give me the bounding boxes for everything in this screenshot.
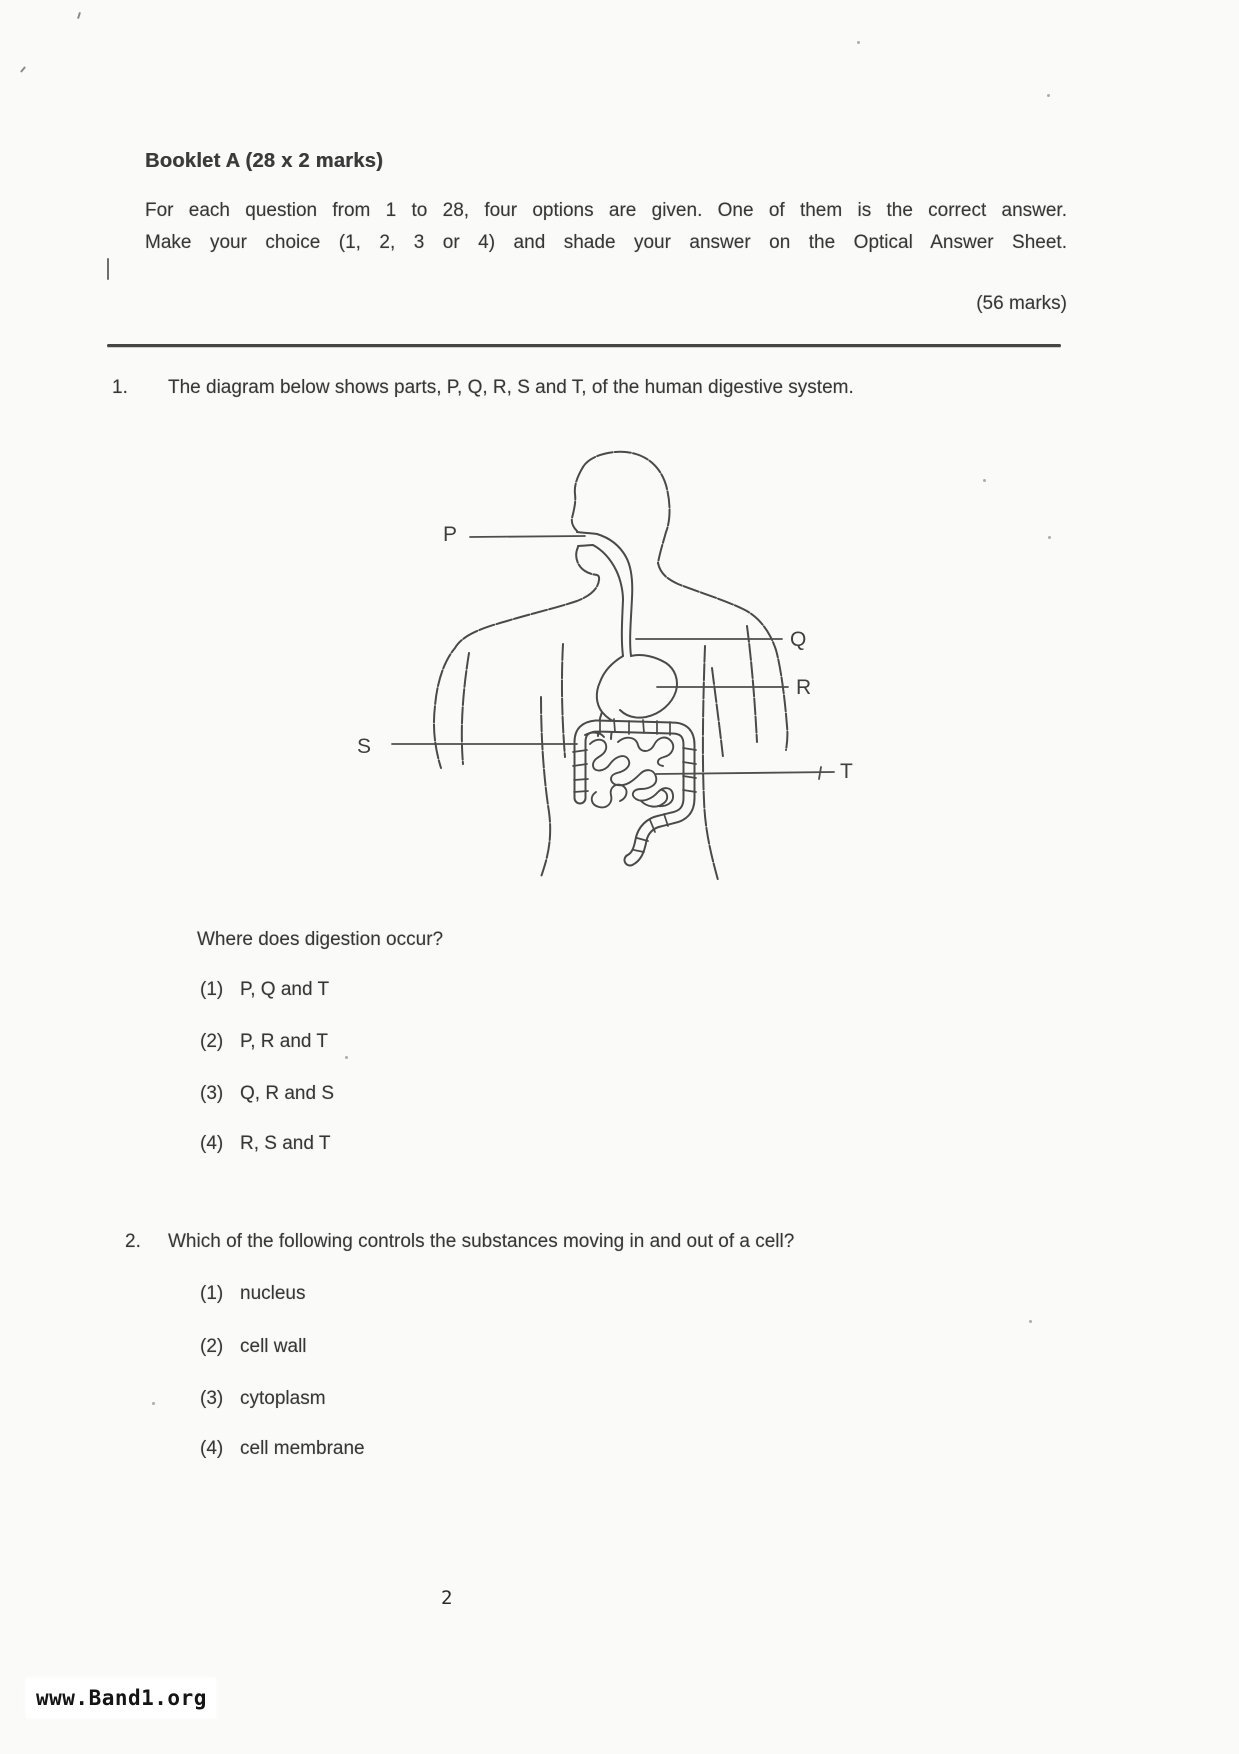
option-key: (1) (200, 1283, 224, 1304)
q1-option-1 (200, 979, 329, 1001)
question-1-number: 1. (112, 377, 128, 398)
right-arm-inner (747, 626, 757, 742)
watermark-text: www.Band1.org (36, 1686, 207, 1710)
marks-note: (56 marks) (976, 293, 1067, 314)
option-key: (4) (200, 1438, 224, 1459)
left-arm-inner (462, 653, 469, 764)
scan-speck (1029, 1320, 1032, 1323)
small-intestine (590, 740, 673, 806)
q1-option-2 (200, 1031, 328, 1053)
question-1-text: The diagram below shows parts, P, Q, R, S and T, of the human digestive system. (168, 377, 854, 398)
diagram-label-p: P (443, 523, 458, 546)
right-chest-line (712, 668, 723, 757)
q2-option-3 (200, 1388, 326, 1410)
instructions-line-1: For each question from 1 to 28, four options are given. One of them is the correct answer. (145, 200, 1067, 221)
question-2-number: 2. (125, 1231, 141, 1252)
question-2-text: Which of the following controls the substances moving in and out of a cell? (168, 1231, 795, 1252)
option-key: (3) (200, 1083, 224, 1104)
option-label: P, R and T (240, 1031, 329, 1052)
mouth-esophagus-left (578, 545, 623, 656)
option-label: nucleus (240, 1283, 306, 1304)
right-torso-hip (703, 646, 718, 880)
question-1-subquestion: Where does digestion occur? (197, 929, 444, 950)
option-label: cell wall (240, 1336, 307, 1357)
option-key: (2) (200, 1336, 224, 1357)
q1-option-3 (200, 1083, 334, 1105)
booklet-title: Booklet A (28 x 2 marks) (145, 150, 384, 172)
scan-artifact-tick (20, 66, 26, 73)
q2-option-1 (200, 1283, 306, 1305)
option-label: R, S and T (240, 1133, 331, 1154)
diagram-label-s: S (357, 735, 372, 758)
option-key: (3) (200, 1388, 224, 1409)
left-chest-line (562, 644, 565, 757)
scan-artifact-tick (77, 12, 81, 19)
option-label: cytoplasm (240, 1388, 326, 1409)
q2-option-2 (200, 1336, 307, 1358)
diagram-label-t: T (840, 760, 853, 783)
scan-speck (857, 41, 860, 44)
scan-speck (152, 1402, 155, 1405)
option-label: Q, R and S (240, 1083, 334, 1104)
digestive-system-diagram (340, 445, 870, 885)
option-key: (2) (200, 1031, 224, 1052)
option-label: cell membrane (240, 1438, 365, 1459)
option-label: P, Q and T (240, 979, 330, 1000)
section-divider (107, 344, 1061, 347)
leader-line-p (470, 536, 585, 537)
diagram-label-r: R (796, 676, 812, 699)
q2-option-4 (200, 1438, 365, 1460)
instructions-line-2: Make your choice (1, 2, 3 or 4) and shade your answer on the Optical Answer Sheet. (145, 232, 1067, 253)
q1-option-4 (200, 1133, 330, 1155)
face-outline (572, 467, 583, 531)
option-key: (4) (200, 1133, 224, 1154)
scan-speck (1048, 536, 1051, 539)
scan-speck (1047, 94, 1050, 97)
watermark-box (26, 1678, 216, 1718)
scan-artifact-bar (107, 258, 109, 280)
left-torso-hip (541, 697, 550, 877)
page-number: 2 (441, 1587, 453, 1609)
scan-speck (983, 479, 986, 482)
scan-speck (345, 1056, 348, 1059)
option-key: (1) (200, 979, 224, 1000)
diagram-label-q: Q (790, 628, 807, 651)
mouth-esophagus-right (577, 532, 632, 656)
